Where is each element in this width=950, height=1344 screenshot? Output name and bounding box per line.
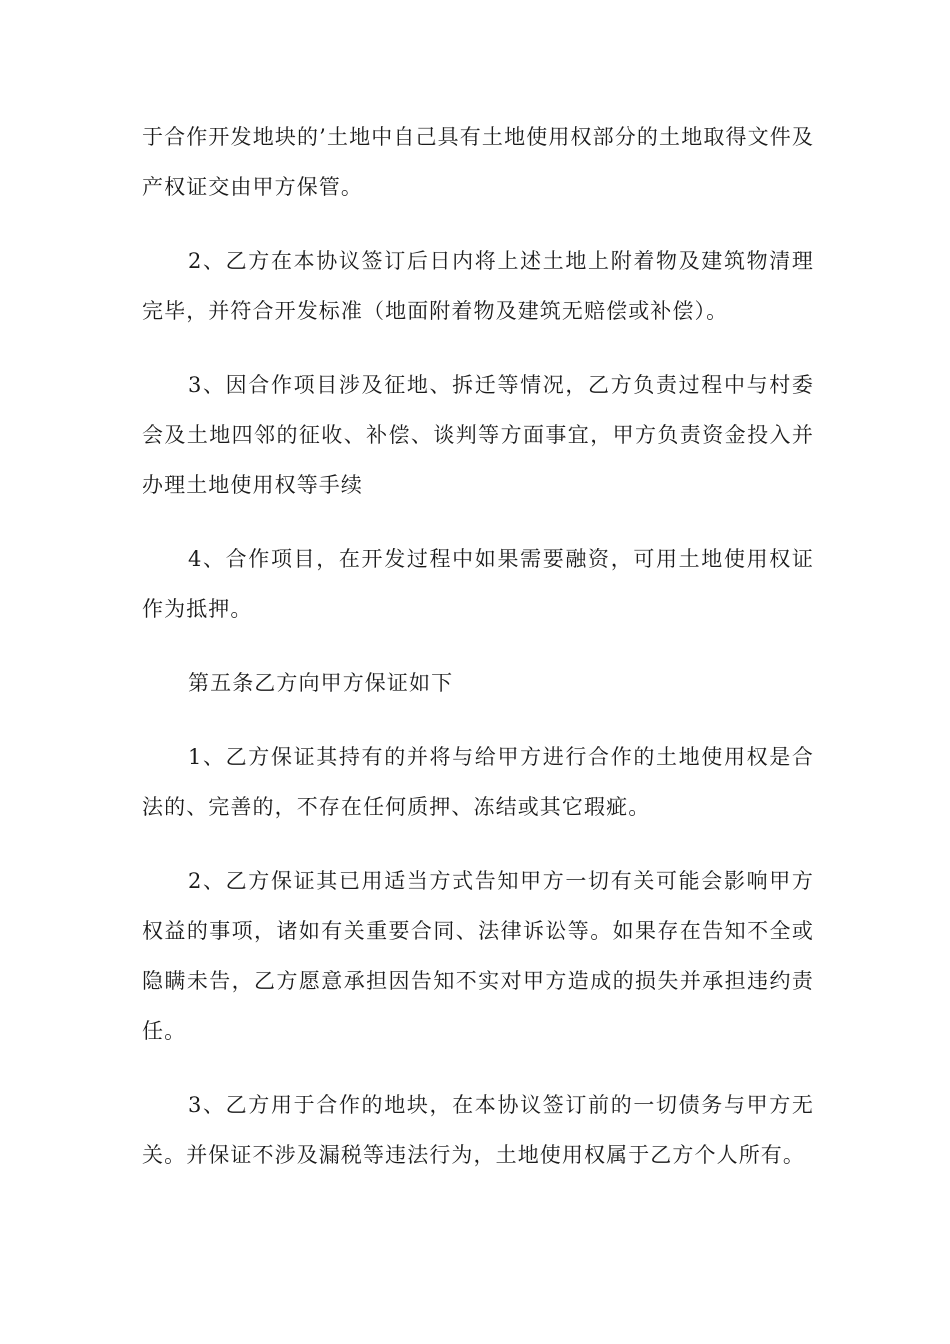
article-five-heading: 第五条乙方向甲方保证如下 [188,671,454,695]
paragraph-continuation: 于合作开发地块的’土地中自己具有土地使用权部分的土地取得文件及产权证交由甲方保管。 [142,125,814,199]
document-page [142,112,814,1180]
paragraph-clause-3: 3、因合作项目涉及征地、拆迁等情况，乙方负责过程中与村委会及土地四邻的征收、补偿、谈判等方面事宜，甲方负责资金投入并办理土地使用权等手续 [142,373,814,497]
paragraph-guarantee-1: 1、乙方保证其持有的并将与给甲方进行合作的土地使用权是合法的、完善的，不存在任何质押、冻结或其它瑕疵。 [142,745,814,819]
paragraph-guarantee-2: 2、乙方保证其已用适当方式告知甲方一切有关可能会影响甲方权益的事项，诸如有关重要合同、法律诉讼等。如果存在告知不全或隐瞒未告，乙方愿意承担因告知不实对甲方造成的损失并承担违约责任。 [142,869,814,1043]
paragraph-clause-2: 2、乙方在本协议签订后日内将上述土地上附着物及建筑物清理完毕，并符合开发标准（地面附着物及建筑无赔偿或补偿）。 [142,249,814,323]
paragraph-clause-4: 4、合作项目，在开发过程中如果需要融资，可用土地使用权证作为抵押。 [142,547,814,621]
paragraph-guarantee-3: 3、乙方用于合作的地块，在本协议签订前的一切债务与甲方无关。并保证不涉及漏税等违法行为，土地使用权属于乙方个人所有。 [142,1093,814,1167]
